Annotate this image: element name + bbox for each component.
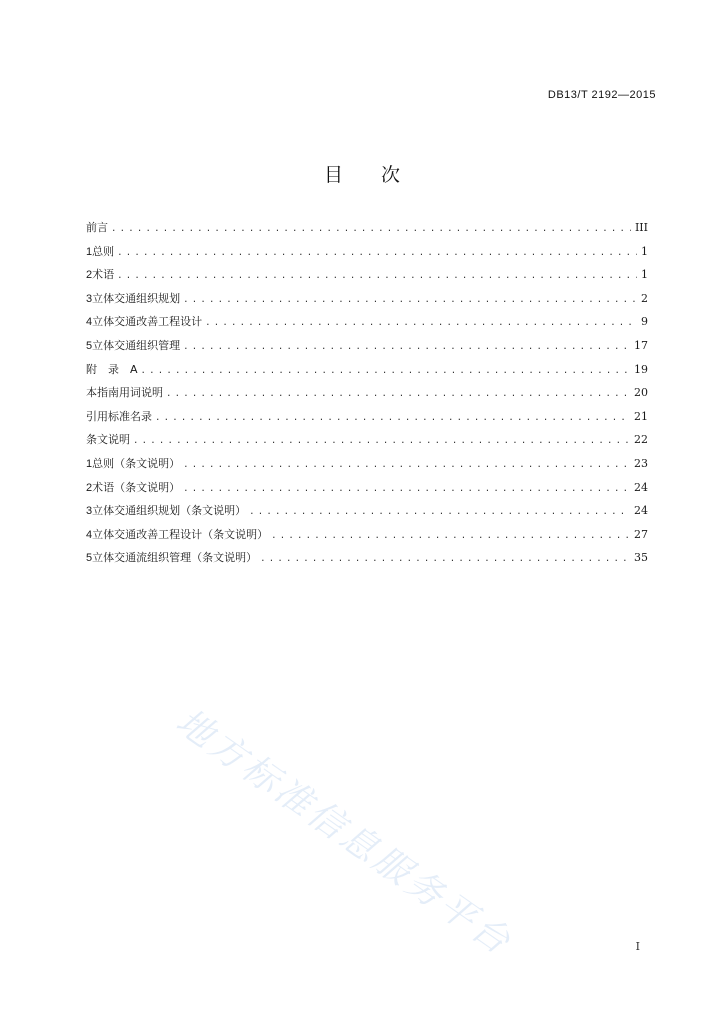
toc-entry-page: 9 — [641, 315, 648, 329]
toc-entry-general-explanation[interactable] — [86, 452, 648, 476]
toc-entry-page: 35 — [634, 551, 648, 565]
toc-entry-page: 23 — [634, 456, 648, 470]
toc-leader-dots — [117, 242, 637, 264]
toc-title: 目次 — [323, 164, 438, 186]
toc-leader-dots — [117, 265, 637, 287]
toc-leader-dots — [205, 312, 637, 334]
toc-entry-number: 4 — [86, 316, 93, 329]
toc-entry-terms[interactable] — [86, 263, 648, 287]
toc-entry-management-explanation[interactable] — [86, 546, 648, 570]
toc-entry-number: 5 — [86, 552, 93, 565]
toc-entry-label: 本指南用词说明 — [86, 386, 163, 400]
toc-entry-number: 2 — [86, 481, 93, 494]
toc-entry-page: 17 — [634, 338, 648, 352]
toc-entry-label: 立体交通组织规划（条文说明） — [92, 504, 247, 518]
toc-entry-page: 27 — [634, 527, 648, 541]
toc-entry-label: 立体交通改善工程设计 — [92, 315, 203, 329]
toc-entry-page: 19 — [634, 362, 648, 376]
toc-leader-dots — [183, 289, 637, 311]
toc-leader-dots — [111, 218, 631, 240]
toc-entry-page: 2 — [641, 291, 648, 305]
toc-entry-page: III — [634, 221, 648, 234]
toc-entry-number: 5 — [86, 339, 93, 352]
toc-entry-wording-explanation[interactable] — [86, 381, 648, 405]
toc-entry-page: 1 — [641, 268, 648, 282]
page-number: I — [635, 940, 640, 953]
toc-entry-number: 1 — [86, 457, 93, 470]
toc-leader-dots — [183, 454, 630, 476]
toc-entry-label: 条文说明 — [86, 433, 130, 447]
toc-entry-appendix-a[interactable] — [86, 358, 648, 382]
toc-entry-number: 3 — [86, 292, 93, 305]
toc-entry-cited-standards[interactable] — [86, 405, 648, 429]
toc-entry-planning-explanation[interactable] — [86, 499, 648, 523]
toc-entry-label: 立体交通组织管理 — [92, 338, 181, 352]
toc-entry-foreword[interactable] — [86, 216, 648, 240]
document-code: DB13/T 2192—2015 — [547, 89, 656, 101]
toc-entry-general[interactable] — [86, 240, 648, 264]
table-of-contents — [86, 216, 648, 570]
toc-leader-dots — [141, 360, 630, 382]
toc-leader-dots — [133, 430, 630, 452]
toc-entry-label: 前言 — [86, 221, 108, 234]
toc-entry-label: 附 录 A — [86, 362, 138, 376]
toc-entry-page: 24 — [634, 504, 648, 518]
toc-entry-label: 总则 — [92, 244, 115, 258]
toc-leader-dots — [166, 383, 630, 405]
toc-entry-label: 引用标准名录 — [86, 409, 152, 423]
toc-entry-label: 立体交通改善工程设计（条文说明） — [92, 527, 269, 541]
toc-entry-planning[interactable] — [86, 287, 648, 311]
toc-leader-dots — [183, 478, 630, 500]
toc-entry-design[interactable] — [86, 310, 648, 334]
toc-entry-number: 3 — [86, 505, 93, 518]
toc-entry-management[interactable] — [86, 334, 648, 358]
toc-leader-dots — [155, 407, 630, 429]
toc-entry-terms-explanation[interactable] — [86, 476, 648, 500]
toc-entry-page: 1 — [641, 244, 648, 258]
toc-entry-clause-explanation[interactable] — [86, 428, 648, 452]
toc-leader-dots — [260, 548, 630, 570]
toc-entry-page: 22 — [634, 433, 648, 447]
toc-entry-page: 21 — [634, 409, 648, 423]
toc-entry-page: 24 — [634, 480, 648, 494]
toc-entry-label: 立体交通流组织管理（条文说明） — [92, 551, 258, 565]
toc-entry-number: 2 — [86, 269, 93, 282]
toc-leader-dots — [271, 525, 630, 547]
toc-leader-dots — [183, 336, 630, 358]
toc-entry-design-explanation[interactable] — [86, 523, 648, 547]
toc-entry-number: 4 — [86, 528, 93, 541]
toc-entry-number: 1 — [86, 245, 93, 258]
toc-entry-label: 总则（条文说明） — [92, 456, 181, 470]
watermark-text: 地方标准信息服务平台 — [168, 701, 520, 965]
toc-entry-label: 立体交通组织规划 — [92, 291, 181, 305]
toc-entry-label: 术语 — [92, 268, 115, 282]
toc-entry-page: 20 — [634, 386, 648, 400]
toc-leader-dots — [249, 501, 630, 523]
toc-entry-label: 术语（条文说明） — [92, 480, 181, 494]
